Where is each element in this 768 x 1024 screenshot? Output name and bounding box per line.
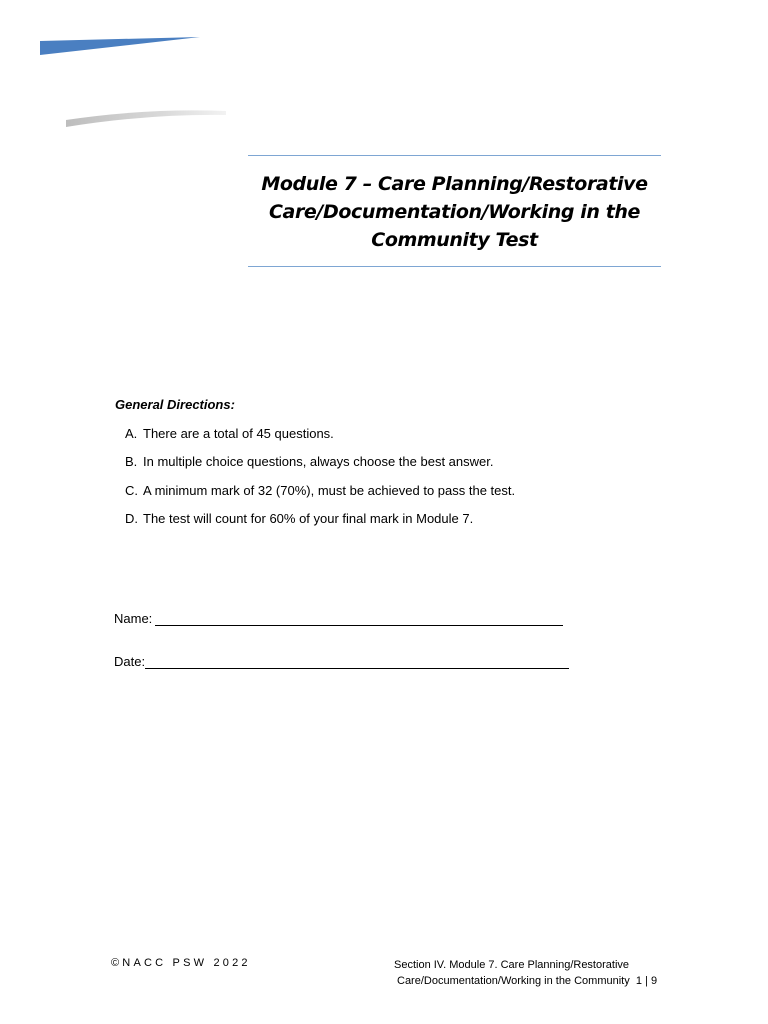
footer-section-line2-row	[394, 973, 657, 989]
direction-text: A minimum mark of 32 (70%), must be achieved to pass the test.	[143, 482, 516, 498]
page-number: 1 | 9	[635, 975, 658, 987]
direction-text: In multiple choice questions, always choose the best answer.	[143, 454, 494, 470]
footer-copyright: ©NACC PSW 2022	[111, 957, 251, 969]
direction-text: There are a total of 45 questions.	[143, 426, 334, 441]
direction-item	[125, 510, 515, 538]
direction-text: The test will count for 60% of your final mark in Module 7.	[143, 510, 474, 526]
footer-section-info	[394, 957, 657, 989]
direction-letter: C.	[125, 482, 138, 498]
footer-section-line1: Section IV. Module 7. Care Planning/Restorative	[394, 959, 630, 971]
directions-list	[125, 425, 515, 538]
name-blank-line[interactable]	[155, 610, 563, 626]
date-field	[114, 653, 569, 669]
header-swoosh	[66, 108, 228, 128]
name-field	[114, 610, 563, 626]
directions-heading: General Directions:	[115, 397, 235, 412]
name-label: Name:	[114, 611, 153, 626]
direction-item	[125, 425, 515, 453]
footer-section-line2: Care/Documentation/Working in the Community	[397, 975, 630, 987]
direction-letter: B.	[125, 454, 138, 470]
direction-letter: A.	[125, 426, 138, 441]
date-label: Date:	[114, 654, 146, 669]
header-accent-bar	[40, 37, 200, 55]
document-title: Module 7 – Care Planning/Restorative Care/Documentation/Working in the Community Test	[261, 173, 648, 251]
direction-item	[125, 482, 515, 510]
direction-letter: D.	[125, 510, 138, 526]
date-blank-line[interactable]	[145, 653, 569, 669]
direction-item	[125, 453, 515, 481]
title-block	[248, 155, 661, 267]
